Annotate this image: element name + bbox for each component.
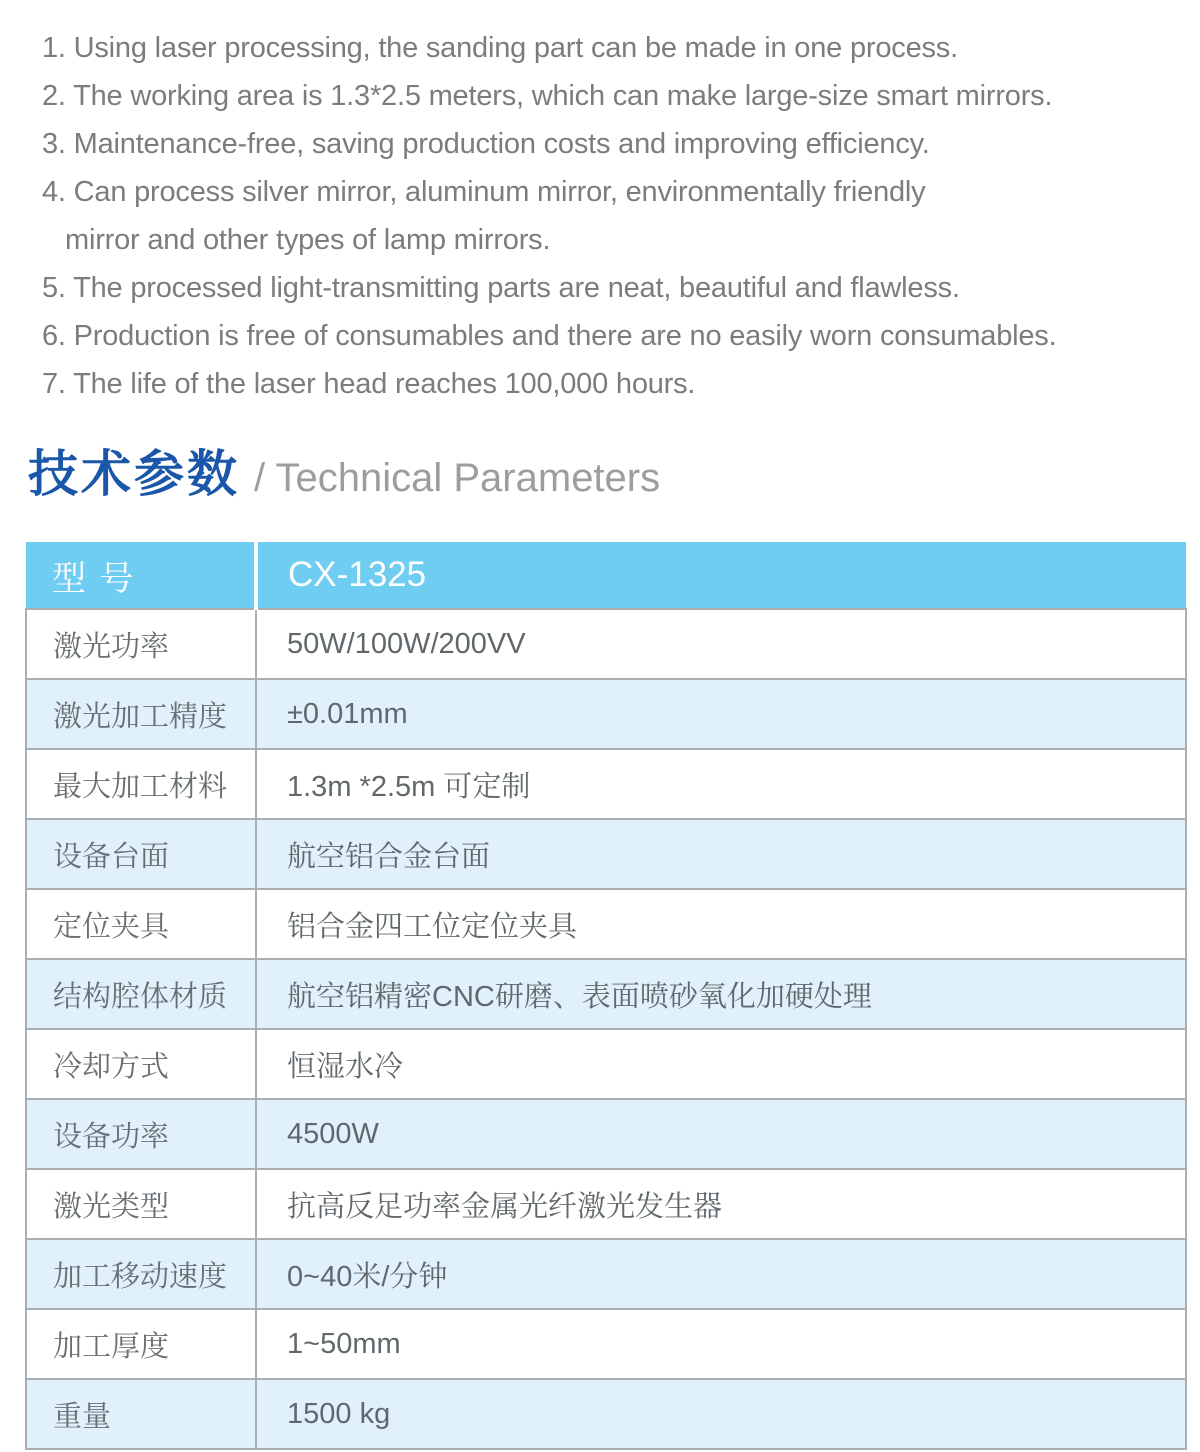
table-row <box>26 819 1186 889</box>
table-row <box>26 1099 1186 1169</box>
model-value-cell: CX-1325 <box>256 542 1186 609</box>
param-value: 航空铝精密CNC研磨、表面喷砂氧化加硬处理 <box>256 959 1186 1029</box>
param-label: 激光类型 <box>26 1169 256 1239</box>
table-row <box>26 1029 1186 1099</box>
section-heading <box>28 444 1200 508</box>
param-label: 设备台面 <box>26 819 256 889</box>
param-value: 抗高反足功率金属光纤激光发生器 <box>256 1169 1186 1239</box>
feature-item-continuation: mirror and other types of lamp mirrors. <box>65 224 551 256</box>
param-label: 加工移动速度 <box>26 1239 256 1309</box>
feature-item: 7. The life of the laser head reaches 100,000 hours. <box>42 368 696 400</box>
param-value: ±0.01mm <box>256 679 1186 749</box>
features-list <box>0 0 1200 408</box>
param-value: 1~50mm <box>256 1309 1186 1379</box>
param-value: 航空铝合金台面 <box>256 819 1186 889</box>
table-row <box>26 959 1186 1029</box>
feature-item: 3. Maintenance-free, saving production costs and improving efficiency. <box>42 128 930 160</box>
section-heading-zh: 技术参数 <box>28 446 240 502</box>
param-label: 最大加工材料 <box>26 749 256 819</box>
param-label: 激光加工精度 <box>26 679 256 749</box>
table-row <box>26 679 1186 749</box>
table-row <box>26 749 1186 819</box>
feature-item: 2. The working area is 1.3*2.5 meters, which can make large-size smart mirrors. <box>42 80 1053 112</box>
param-value: 50W/100W/200VV <box>256 609 1186 679</box>
param-label: 定位夹具 <box>26 889 256 959</box>
param-value: 1.3m *2.5m 可定制 <box>256 749 1186 819</box>
table-row <box>26 1239 1186 1309</box>
param-label: 激光功率 <box>26 609 256 679</box>
param-label: 加工厚度 <box>26 1309 256 1379</box>
technical-parameters-table <box>25 542 1187 1450</box>
param-value: 0~40米/分钟 <box>256 1239 1186 1309</box>
feature-item: 5. The processed light-transmitting parts are neat, beautiful and flawless. <box>42 272 960 304</box>
section-heading-en: / Technical Parameters <box>254 456 661 500</box>
table-row <box>26 1309 1186 1379</box>
param-label: 重量 <box>26 1379 256 1449</box>
param-label: 结构腔体材质 <box>26 959 256 1029</box>
table-row <box>26 889 1186 959</box>
table-row <box>26 1379 1186 1449</box>
table-row <box>26 609 1186 679</box>
feature-item: 6. Production is free of consumables and there are no easily worn consumables. <box>42 320 1057 352</box>
feature-item: 1. Using laser processing, the sanding part can be made in one process. <box>42 32 958 64</box>
table-header-row <box>26 542 1186 609</box>
param-value: 恒湿水冷 <box>256 1029 1186 1099</box>
param-label: 设备功率 <box>26 1099 256 1169</box>
param-value: 1500 kg <box>256 1379 1186 1449</box>
param-value: 4500W <box>256 1099 1186 1169</box>
model-header-cell: 型 号 <box>26 542 256 609</box>
param-label: 冷却方式 <box>26 1029 256 1099</box>
feature-item: 4. Can process silver mirror, aluminum mirror, environmentally friendly <box>42 176 926 208</box>
param-value: 铝合金四工位定位夹具 <box>256 889 1186 959</box>
table-row <box>26 1169 1186 1239</box>
